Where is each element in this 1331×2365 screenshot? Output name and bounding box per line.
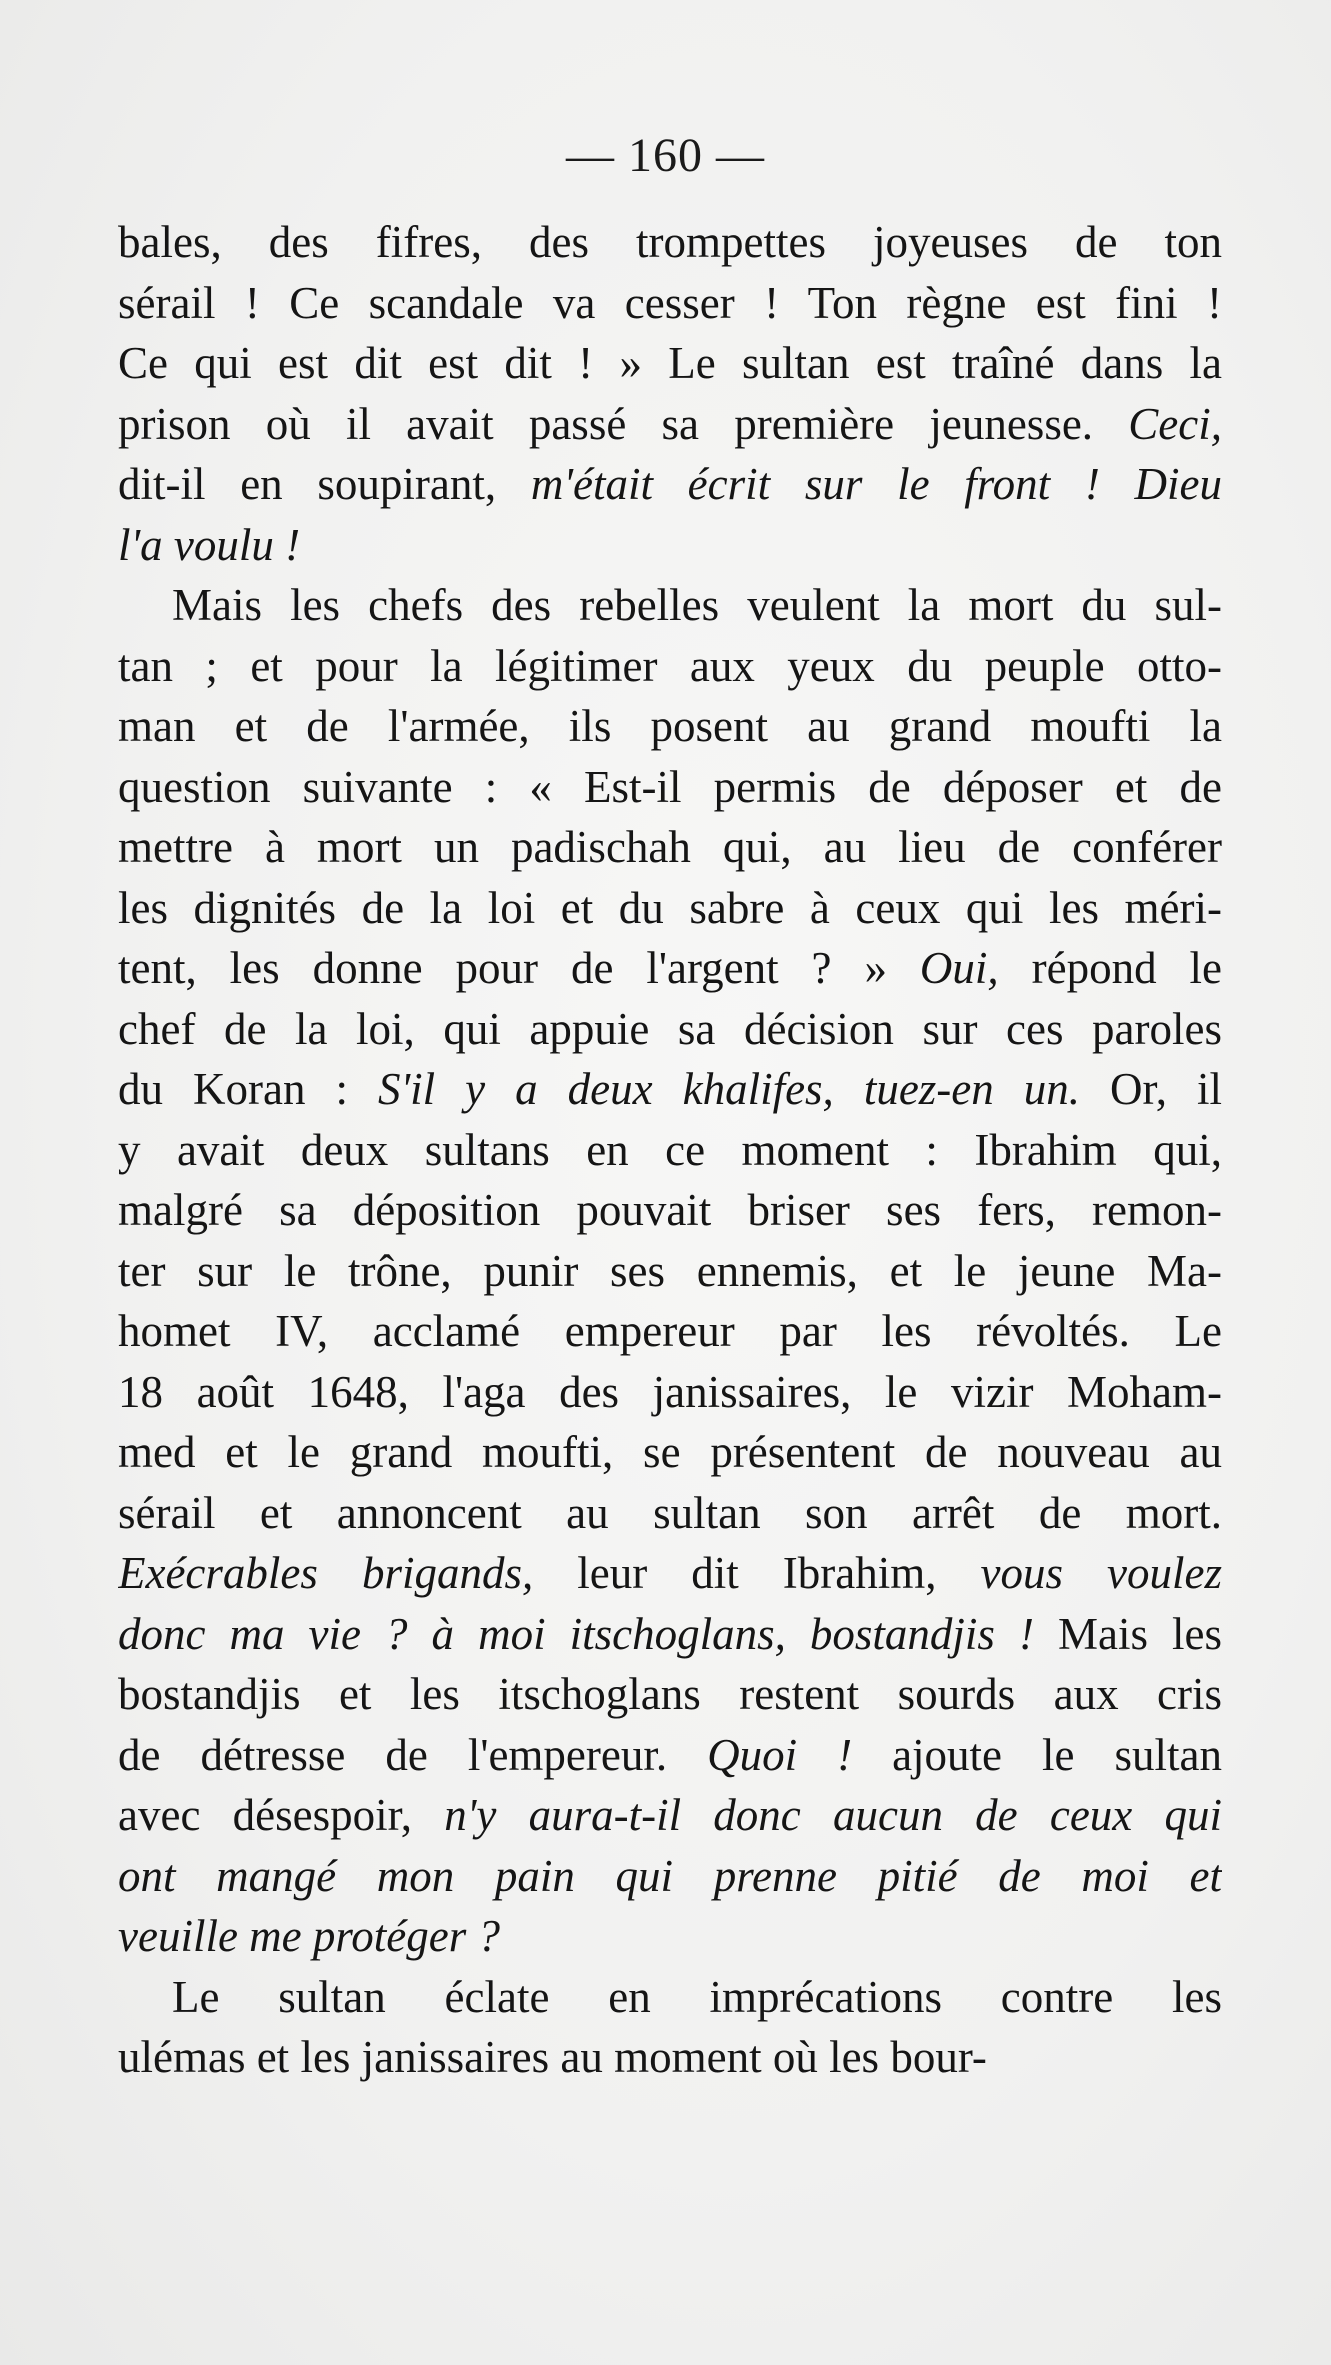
italic-text: veuille me protéger ? <box>118 1911 500 1961</box>
italic-text: ont mangé mon pain qui prenne pitié de moi et <box>118 1850 1222 1901</box>
text-run: Or, il <box>1080 1064 1222 1114</box>
italic-text: donc ma vie ? à moi itschoglans, bostandjis ! <box>118 1608 1034 1659</box>
text-run: chef de la loi, qui appuie sa décision sur ces paroles <box>118 1003 1222 1054</box>
text-line <box>118 2027 1222 2088</box>
text-line <box>118 1967 1222 2028</box>
text-line <box>118 1362 1222 1423</box>
text-run: bales, des fifres, des trompettes joyeuses de ton <box>118 217 1222 267</box>
text-line <box>118 1483 1222 1544</box>
text-line <box>118 696 1222 757</box>
italic-text: Ceci, <box>1128 398 1222 449</box>
text-run: y avait deux sultans en ce moment : Ibrahim qui, <box>118 1124 1222 1175</box>
text-line <box>118 1180 1222 1241</box>
italic-text: Exécrables brigands, <box>118 1548 534 1598</box>
paragraph <box>118 1967 1222 2088</box>
text-run: répond le <box>998 943 1222 993</box>
text-run: Le sultan éclate en imprécations contre les <box>172 1971 1222 2022</box>
text-line <box>118 1301 1222 1362</box>
italic-text: Oui, <box>919 943 999 993</box>
text-run: ulémas et les janissaires au moment où les bour- <box>118 2032 987 2082</box>
text-run: sérail ! Ce scandale va cesser ! Ton règne est fini ! <box>118 277 1222 328</box>
paragraph <box>118 212 1222 575</box>
text-line <box>118 636 1222 697</box>
body-text <box>118 212 1222 2088</box>
italic-text: n'y aura-t-il donc aucun de ceux qui <box>444 1790 1222 1840</box>
text-line <box>118 878 1222 939</box>
page-number: — 160 — <box>566 129 765 182</box>
text-run: Mais les chefs des rebelles veulent la mort du sul- <box>172 580 1222 630</box>
text-line <box>118 1664 1222 1725</box>
text-line <box>118 394 1222 455</box>
text-run: les dignités de la loi et du sabre à ceux qui les méri- <box>118 882 1222 933</box>
text-run: ter sur le trône, punir ses ennemis, et le jeune Ma- <box>118 1245 1222 1296</box>
text-run: du Koran : <box>118 1064 378 1114</box>
text-line <box>118 1120 1222 1181</box>
text-line <box>118 212 1222 273</box>
text-run: homet IV, acclamé empereur par les révoltés. Le <box>118 1306 1222 1356</box>
italic-text: l'a voulu ! <box>118 519 301 570</box>
text-line <box>118 1725 1222 1786</box>
text-line <box>118 1059 1222 1120</box>
italic-text: Quoi ! <box>707 1729 853 1780</box>
text-run: prison où il avait passé sa première jeunesse. <box>118 398 1129 449</box>
text-line <box>118 273 1222 334</box>
text-run: ajoute le sultan <box>852 1729 1222 1780</box>
italic-text: vous voulez <box>980 1548 1222 1598</box>
text-line <box>118 575 1222 636</box>
text-line <box>118 1846 1222 1907</box>
text-line <box>118 1906 1222 1967</box>
text-line <box>118 515 1222 576</box>
text-line <box>118 454 1222 515</box>
text-run: Ce qui est dit est dit ! » Le sultan est traîné dans la <box>118 338 1222 388</box>
text-run: question suivante : « Est-il permis de déposer et de <box>118 761 1222 812</box>
text-line <box>118 1241 1222 1302</box>
text-run: sérail et annoncent au sultan son arrêt de mort. <box>118 1487 1222 1538</box>
italic-text: m'était écrit sur le front ! Dieu <box>530 459 1222 509</box>
text-run: avec désespoir, <box>118 1790 445 1840</box>
text-line <box>118 938 1222 999</box>
text-run: Mais les <box>1033 1608 1222 1659</box>
text-run: man et de l'armée, ils posent au grand moufti la <box>118 701 1222 751</box>
text-line <box>118 333 1222 394</box>
text-run: leur dit Ibrahim, <box>533 1548 981 1598</box>
text-run: malgré sa déposition pouvait briser ses fers, remon- <box>118 1185 1222 1235</box>
text-run: dit-il en soupirant, <box>118 459 531 509</box>
text-run: tan ; et pour la légitimer aux yeux du peuple otto- <box>118 640 1222 691</box>
text-run: bostandjis et les itschoglans restent sourds aux cris <box>118 1669 1222 1719</box>
paragraph <box>118 575 1222 1967</box>
text-line <box>118 817 1222 878</box>
text-line <box>118 999 1222 1060</box>
text-line <box>118 1785 1222 1846</box>
text-line <box>118 1604 1222 1665</box>
text-run: de détresse de l'empereur. <box>118 1729 708 1780</box>
text-line <box>118 757 1222 818</box>
text-run: mettre à mort un padischah qui, au lieu de conférer <box>118 822 1222 872</box>
text-run: med et le grand moufti, se présentent de nouveau au <box>118 1427 1222 1477</box>
text-run: 18 août 1648, l'aga des janissaires, le vizir Moham- <box>118 1366 1222 1417</box>
text-run: tent, les donne pour de l'argent ? » <box>118 943 920 993</box>
italic-text: S'il y a deux khalifes, tuez-en un. <box>378 1064 1081 1114</box>
text-line <box>118 1543 1222 1604</box>
text-line <box>118 1422 1222 1483</box>
